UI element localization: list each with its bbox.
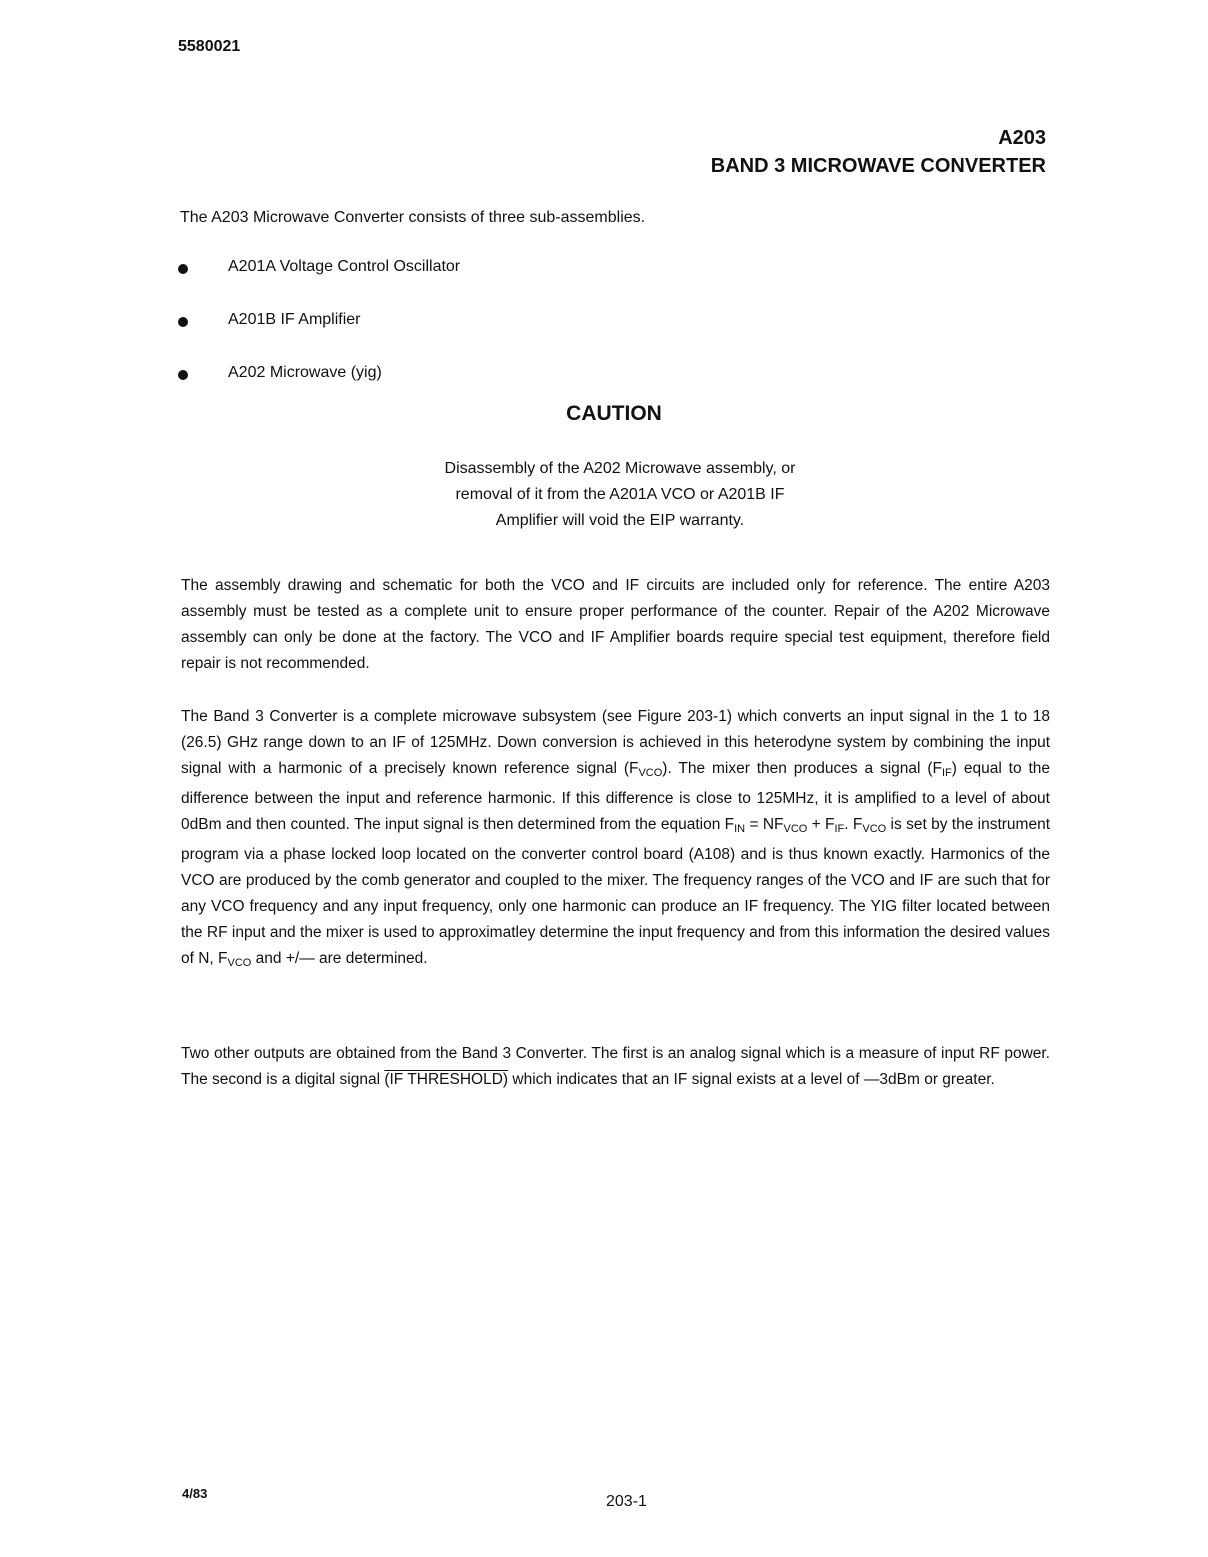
text-run: + F: [807, 816, 835, 833]
if-threshold-signal: (IF THRESHOLD): [384, 1071, 509, 1088]
document-number: 5580021: [178, 38, 241, 55]
subscript-vco: VCO: [862, 823, 887, 835]
subscript-vco: VCO: [783, 823, 808, 835]
subscript-vco: VCO: [638, 767, 663, 779]
bullet-icon: [178, 264, 188, 274]
list-item-label: A201A Voltage Control Oscillator: [228, 258, 461, 275]
intro-text: The A203 Microwave Converter consists of three sub-assemblies.: [180, 209, 646, 226]
text-run: = NF: [745, 816, 784, 833]
section-title-block: [711, 124, 1046, 180]
paragraph-other-outputs: [181, 1041, 1050, 1093]
subscript-in: IN: [734, 823, 746, 835]
subscript-if: IF: [942, 767, 952, 779]
bullet-icon: [178, 317, 188, 327]
list-item-label: A202 Microwave (yig): [228, 364, 382, 381]
text-run: The Band 3 Converter is a complete microwave subsystem (see Figure 203-1) which converts an input signal in the 1 to 18 (26.5) GHz range down to an IF of 125MHz. Down conversion is achieved in this heterodyne system by combining the input signal with a harmonic of a precisely known reference signal (F: [181, 708, 1050, 777]
paragraph-reference-note: The assembly drawing and schematic for both the VCO and IF circuits are included only for reference. The entire A203 assembly must be tested as a complete unit to ensure proper performance of the counter. Repair of the A202 Microwave assembly can only be done at the factory. The VCO and IF Amplifier boards require special test equipment, therefore field repair is not recommended.: [181, 577, 1050, 672]
paragraph-converter-description: [181, 704, 1050, 976]
caution-text: [380, 456, 860, 534]
text-run: and +/— are determined.: [251, 950, 428, 967]
list-item: [178, 311, 460, 364]
text-run: ) equal to the difference between the input and reference harmonic. If this difference is close to 125MHz, it is amplified to a level of about 0dBm and then counted. The input signal is then determined from the equation F: [181, 760, 1051, 833]
sub-assembly-list: [178, 258, 460, 417]
footer-date: 4/83: [182, 1486, 208, 1501]
section-title: BAND 3 MICROWAVE CONVERTER: [710, 155, 1046, 177]
caution-line: removal of it from the A201A VCO or A201B IF: [455, 486, 785, 503]
list-item: [178, 258, 460, 311]
subscript-vco: VCO: [227, 957, 252, 969]
subscript-if: IF: [834, 823, 845, 835]
caution-line: Disassembly of the A202 Microwave assembly, or: [444, 460, 796, 477]
caution-line: Amplifier will void the EIP warranty.: [495, 512, 745, 529]
text-run: is set by the instrument program via a phase locked loop located on the converter control board (A108) and is thus known exactly. Harmonics of the VCO are produced by the comb generator and coupled to the mixer. The frequency ranges of the VCO and IF are such that for any VCO frequency and any input frequency, only one harmonic can produce an IF frequency. The YIG filter located between the RF input and the mixer is used to approximatley determine the input frequency and from this information the desired values of N, F: [181, 816, 1050, 967]
page-number: 203-1: [606, 1493, 647, 1510]
caution-heading: CAUTION: [566, 402, 662, 425]
text-run: Two other outputs are obtained from the Band 3 Converter. The first is an analog signal which is a measure of input RF power. The second is a digital signal: [181, 1045, 1050, 1088]
section-id: A203: [998, 127, 1046, 149]
text-run: which indicates that an IF signal exists at a level of —3dBm or greater.: [508, 1071, 995, 1088]
text-run: . F: [844, 816, 863, 833]
text-run: ). The mixer then produces a signal (F: [662, 760, 942, 777]
list-item-label: A201B IF Amplifier: [228, 311, 361, 328]
bullet-icon: [178, 370, 188, 380]
